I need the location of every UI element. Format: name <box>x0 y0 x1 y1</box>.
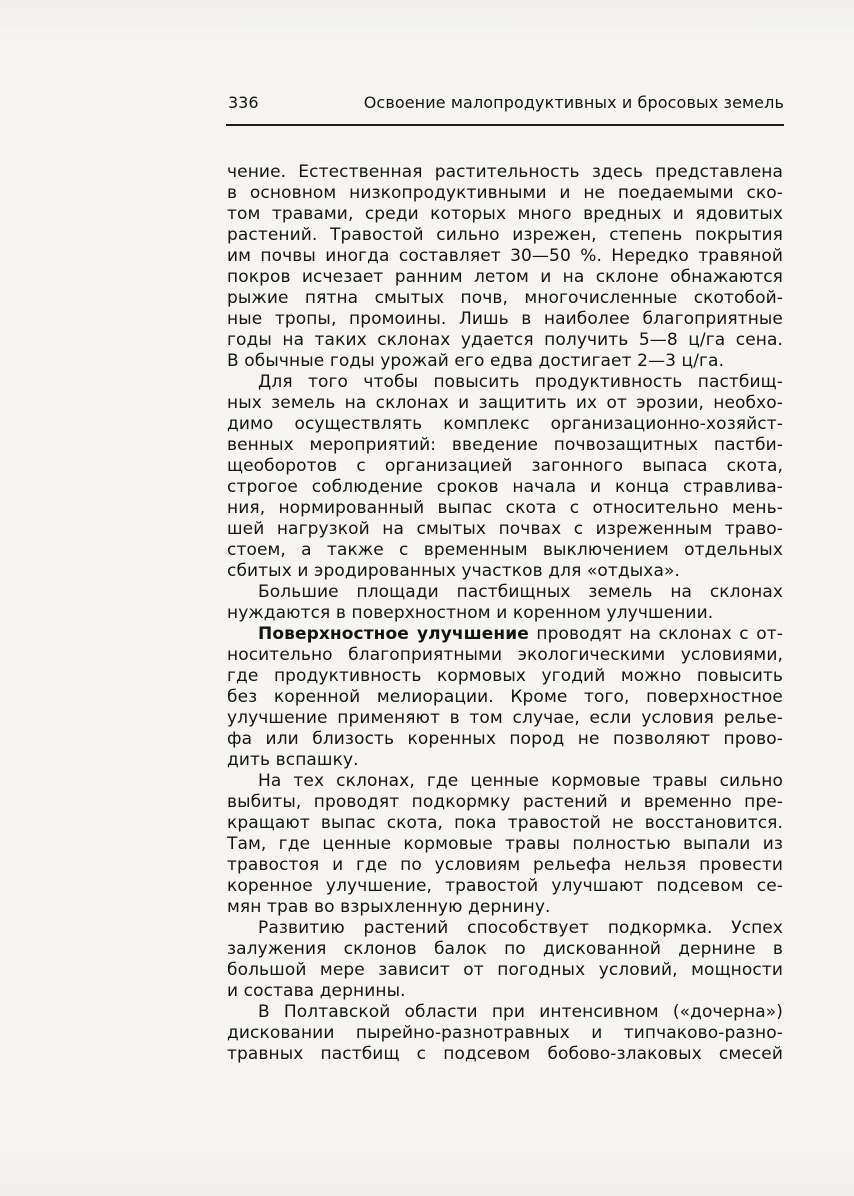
text-line <box>227 855 783 876</box>
line-text: ные тропы, промоины. Лишь в наиболее благоприятные <box>227 309 783 329</box>
text-line <box>227 897 783 918</box>
line-text: без коренной мелиорации. Кроме того, поверхностное <box>227 687 783 707</box>
text-line <box>227 708 783 729</box>
text-line <box>227 351 783 372</box>
text-line <box>227 771 783 792</box>
line-text: рыжие пятна смытых почв, многочисленные скотобой- <box>227 288 783 308</box>
text-line <box>227 960 783 981</box>
line-text: димо осуществлять комплекс организационно-хозяйст- <box>227 414 783 434</box>
text-line <box>227 729 783 750</box>
text-line <box>227 834 783 855</box>
text-line <box>227 813 783 834</box>
text-line <box>227 162 783 183</box>
line-text: Для того чтобы повысить продуктивность пастбищ- <box>258 372 783 392</box>
text-line <box>227 540 783 561</box>
text-line <box>227 750 783 771</box>
line-text: На тех склонах, где ценные кормовые травы сильно <box>258 771 783 791</box>
line-text: дисковании пырейно-разнотравных и типчаково-разно- <box>227 1023 783 1043</box>
text-line <box>227 393 783 414</box>
line-text: покров исчезает ранним летом и на склоне обнажаются <box>227 267 783 287</box>
header-rule <box>226 124 784 126</box>
line-text: венных мероприятий: введение почвозащитных пастби- <box>227 435 783 455</box>
text-line <box>227 939 783 960</box>
text-line <box>227 498 783 519</box>
line-text: залужения склонов балок по дискованной дернине в <box>227 939 783 959</box>
line-text: том травами, среди которых много вредных и ядовитых <box>227 204 783 224</box>
line-text: ных земель на склонах и защитить их от эрозии, необхо- <box>227 393 783 413</box>
line-text: сбитых и эродированных участков для «отдыха». <box>227 561 680 581</box>
line-text: строгое соблюдение сроков начала и конца стравлива- <box>227 477 783 497</box>
line-text: ния, нормированный выпас скота с относительно мень- <box>227 498 783 518</box>
line-text: и состава дернины. <box>227 981 406 1001</box>
text-line <box>227 603 783 624</box>
line-text: травостоя и где по условиям рельефа нельзя провести <box>227 855 783 875</box>
text-line <box>227 183 783 204</box>
text-line <box>227 981 783 1002</box>
text-line <box>227 1002 783 1023</box>
text-line <box>227 519 783 540</box>
text-line <box>227 477 783 498</box>
line-text: в основном низкопродуктивными и не поедаемыми ско- <box>227 183 783 203</box>
running-head <box>228 92 784 114</box>
text-line <box>227 246 783 267</box>
text-line <box>227 918 783 939</box>
text-line <box>227 876 783 897</box>
text-line <box>227 582 783 603</box>
text-line <box>227 309 783 330</box>
text-line <box>227 1023 783 1044</box>
line-text: кращают выпас скота, пока травостой не восстановится. <box>227 813 783 833</box>
line-text: Там, где ценные кормовые травы полностью выпали из <box>227 834 783 854</box>
line-text: годы на таких склонах удается получить 5—8 ц/га сена. <box>227 330 783 350</box>
text-line <box>227 288 783 309</box>
line-text: В Полтавской области при интенсивном («дочерна») <box>258 1002 783 1022</box>
line-text: где продуктивность кормовых угодий можно повысить <box>227 666 783 686</box>
line-text: нуждаются в поверхностном и коренном улучшении. <box>227 603 714 623</box>
text-line <box>227 456 783 477</box>
text-line <box>227 414 783 435</box>
line-text: шей нагрузкой на смытых почвах с изреженным траво- <box>227 519 783 539</box>
line-text: мян трав во взрыхленную дернину. <box>227 897 551 917</box>
line-text: им почвы иногда составляет 30—50 %. Нередко травяной <box>227 246 783 266</box>
body-text <box>227 162 783 1065</box>
line-text: фа или близость коренных пород не позволяют прово- <box>227 729 783 749</box>
line-text: носительно благоприятными экологическими условиями, <box>227 645 783 665</box>
running-title: Освоение малопродуктивных и бросовых земель <box>363 93 784 112</box>
line-text: В обычные годы урожай его едва достигает 2—3 ц/га. <box>227 351 725 371</box>
line-text: растений. Травостой сильно изрежен, степень покрытия <box>227 225 783 245</box>
text-line <box>227 267 783 288</box>
line-text: коренное улучшение, травостой улучшают подсевом се- <box>227 876 783 896</box>
page-number: 336 <box>228 93 259 112</box>
text-line <box>227 666 783 687</box>
text-line <box>227 435 783 456</box>
text-line <box>227 624 783 645</box>
line-text: Большие площади пастбищных земель на склонах <box>258 582 783 602</box>
text-line <box>227 792 783 813</box>
line-text: стоем, а также с временным выключением отдельных <box>227 540 783 560</box>
term-heading: Поверхностное улучшение <box>258 624 529 644</box>
text-line <box>227 645 783 666</box>
line-text: проводят на склонах с от- <box>528 624 783 644</box>
text-line <box>227 687 783 708</box>
line-text: дить вспашку. <box>227 750 359 770</box>
text-line <box>227 330 783 351</box>
text-line <box>227 1044 783 1065</box>
text-line <box>227 225 783 246</box>
line-text: щеоборотов с организацией загонного выпаса скота, <box>227 456 783 476</box>
text-line <box>227 372 783 393</box>
text-line <box>227 204 783 225</box>
line-text: улучшение применяют в том случае, если условия релье- <box>227 708 783 728</box>
line-text: чение. Естественная растительность здесь представлена <box>227 162 783 182</box>
line-text: выбиты, проводят подкормку растений и временно пре- <box>227 792 783 812</box>
line-text: травных пастбищ с подсевом бобово-злаковых смесей <box>227 1044 783 1064</box>
line-text: Развитию растений способствует подкормка. Успех <box>258 918 783 938</box>
text-line <box>227 561 783 582</box>
line-text: большой мере зависит от погодных условий, мощности <box>227 960 783 980</box>
